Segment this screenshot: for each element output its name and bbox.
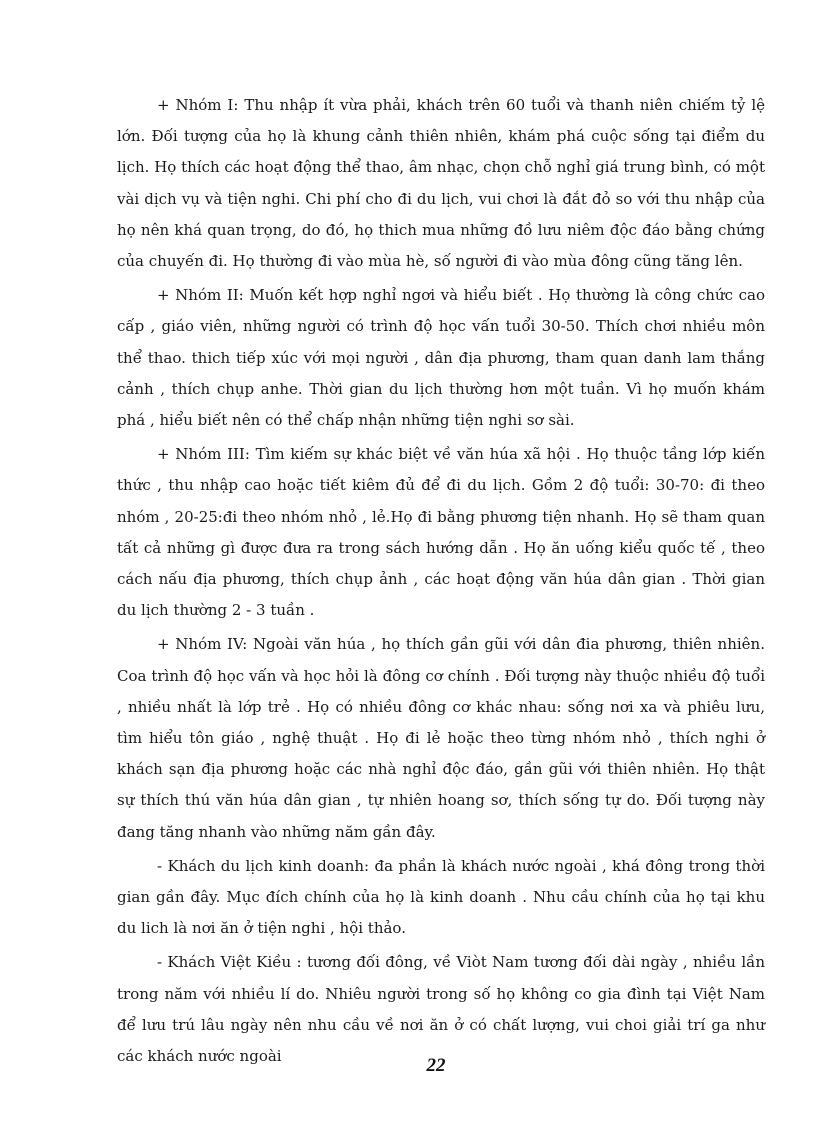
paragraph-business-travelers: - Khách du lịch kinh doanh: đa phần là khách nước ngoài , khá đông trong thời gian gần đây. Mục đích chính của họ là kinh doanh . Nhu cầu chính của họ tại khu du lich là nơi ăn ở tiện nghi , hội thảo. bbox=[117, 856, 765, 938]
paragraph-nhom-1: + Nhóm I: Thu nhập ít vừa phải, khách trên 60 tuổi và thanh niên chiếm tỷ lệ lớn. Đối tượng của họ là khung cảnh thiên nhiên, khám phá cuộc sống tại điểm du lịch. Họ thích các hoạt động thể thao, âm nhạc, chọn chỗ nghỉ giá trung bình, có một vài dịch vụ và tiện nghi. Chi phí cho đi du lịch, vui chơi là đắt đỏ so với thu nhập của họ nên khá quan trọng, do đó, họ thich mua những đồ lưu niêm độc đáo bằng chứng của chuyến đi. Họ thường đi vào mùa hè, số người đi vào mùa đông cũng tăng lên. bbox=[117, 96, 765, 271]
paragraph-nhom-4: + Nhóm IV: Ngoài văn húa , họ thích gần gũi với dân đia phương, thiên nhiên. Coa trình độ học vấn và học hỏi là đông cơ chính . Đối tượng này thuộc nhiều độ tuổi , nhiều nhất là lớp trẻ . Họ có nhiều đông cơ khác nhau: sống nơi xa và phiêu lưu, tìm hiểu tôn giáo , nghệ thuật . Họ đi lẻ hoặc theo từng nhóm nhỏ , thích nghi ở khách sạn địa phương hoặc các nhà nghỉ độc đáo, gần gũi với thiên nhiên. Họ thật sự thích thú văn húa dân gian , tự nhiên hoang sơ, thích sống tự do. Đối tượng này đang tăng nhanh vào những năm gần đây. bbox=[117, 635, 765, 841]
paragraph-nhom-3: + Nhóm III: Tìm kiếm sự khác biệt về văn húa xã hội . Họ thuộc tầng lớp kiến thức , thu nhập cao hoặc tiết kiêm đủ để đi du lịch. Gồm 2 độ tuổi: 30-70: đi theo nhóm , 20-25:đi theo nhóm nhỏ , lẻ.Họ đi bằng phương tiện nhanh. Họ sẽ tham quan tất cả những gì được đưa ra trong sách hướng dẫn . Họ ăn uống kiểu quốc tế , theo cách nấu địa phương, thích chụp ảnh , các hoạt động văn húa dân gian . Thời gian du lịch thường 2 - 3 tuần . bbox=[117, 445, 765, 620]
paragraph-overseas-vietnamese: - Khách Việt Kiều : tương đối đông, về Viòt Nam tương đối dài ngày , nhiều lần trong năm với nhiều lí do. Nhiêu người trong số họ không co gia đình tại Việt Nam để lưu trú lâu ngày nên nhu cầu về nơi ăn ở có chất lượng, vui choi giải trí ga như các khách nước ngoài bbox=[117, 953, 765, 1066]
paragraph-nhom-2: + Nhóm II: Muốn kết hợp nghỉ ngơi và hiểu biết . Họ thường là công chức cao cấp , giáo viên, những người có trình độ học vấn tuổi 30-50. Thích chơi nhiều môn thể thao. thich tiếp xúc với mọi người , dân địa phương, tham quan danh lam thắng cảnh , thích chụp anhe. Thời gian du lịch thường hơn một tuần. Vì họ muốn khám phá , hiểu biết nên có thể chấp nhận những tiện nghi sơ sài. bbox=[117, 286, 765, 430]
body-text bbox=[117, 90, 765, 1075]
page-number: 22 bbox=[426, 1055, 446, 1076]
